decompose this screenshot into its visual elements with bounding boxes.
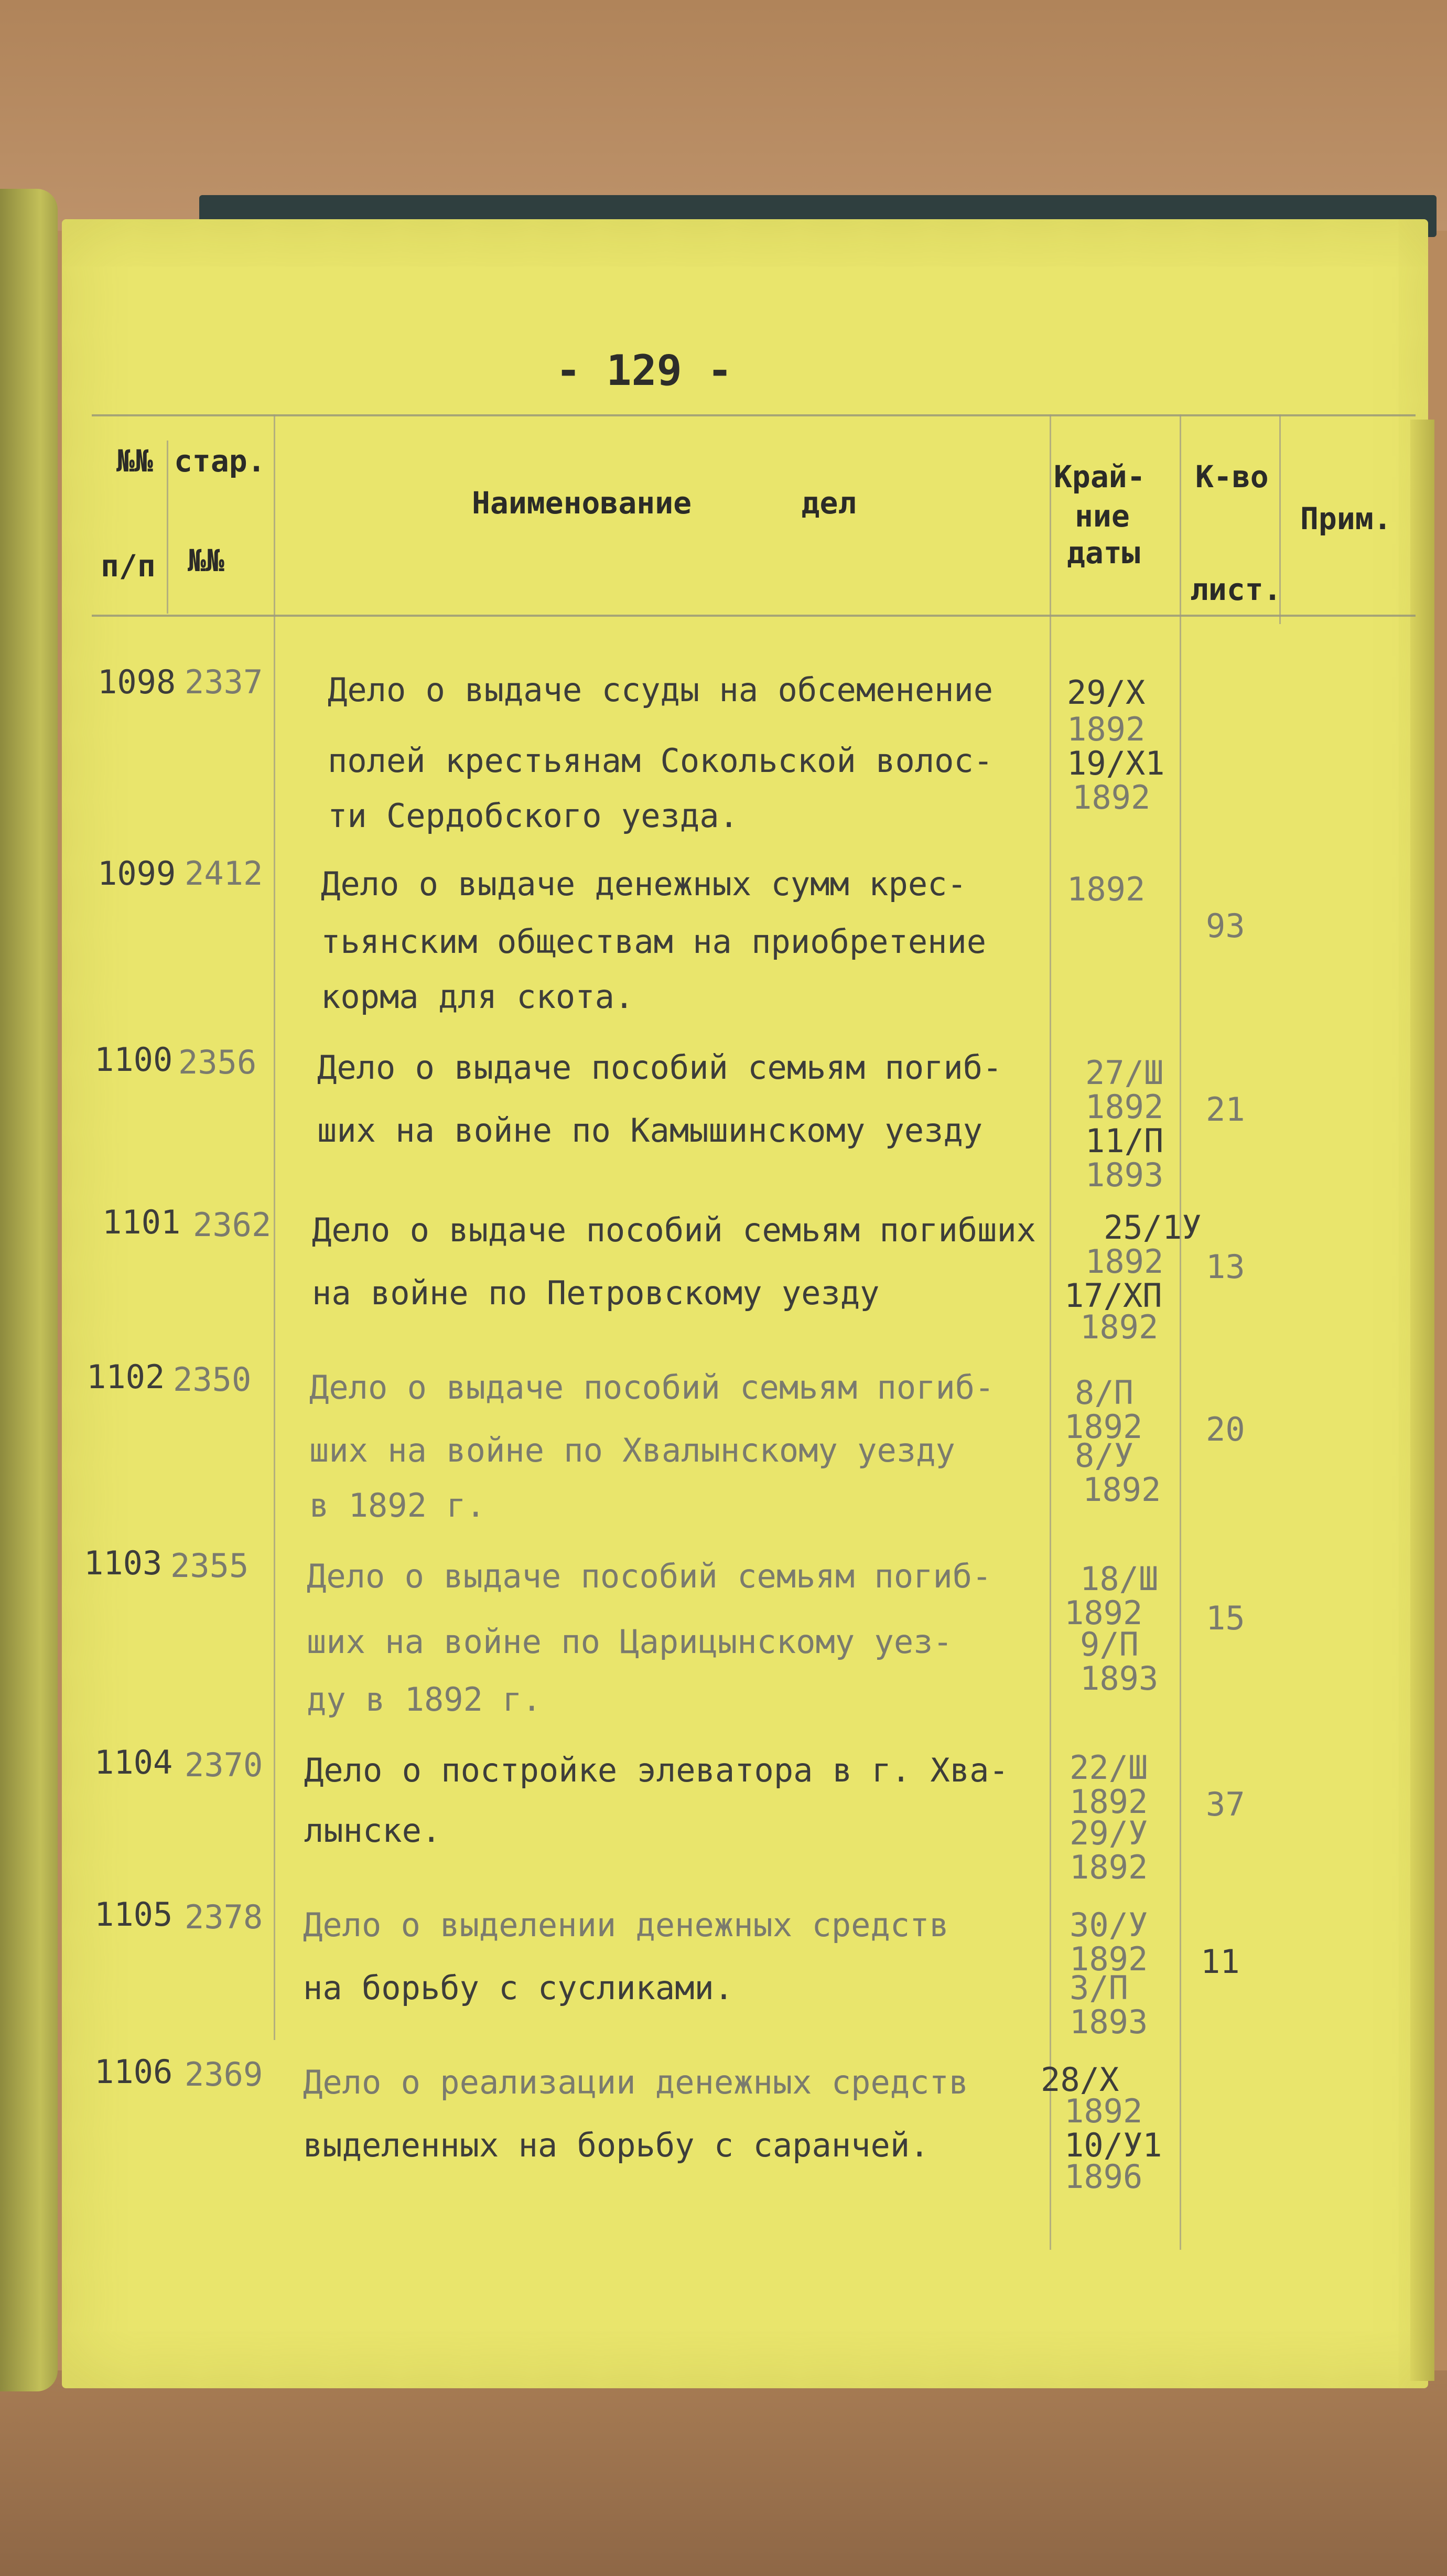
row-sheets: 15 bbox=[1206, 1599, 1245, 1637]
row-date: 1892 bbox=[1072, 778, 1151, 817]
row-old-number: 2378 bbox=[185, 1898, 263, 1936]
row-date: 27/Ш bbox=[1085, 1054, 1164, 1092]
desk-foreground bbox=[0, 2370, 1447, 2576]
row-date: 1892 bbox=[1070, 1940, 1148, 1978]
header-name: Наименование дел bbox=[472, 485, 857, 521]
row-title-line: корма для скота. bbox=[321, 978, 634, 1016]
row-title-line: Дело о выдаче денежных сумм крес- bbox=[321, 865, 967, 903]
row-sheets: 21 bbox=[1206, 1090, 1245, 1129]
row-date: 1896 bbox=[1064, 2158, 1143, 2196]
row-number: 1099 bbox=[98, 854, 176, 893]
row-number: 1106 bbox=[94, 2053, 173, 2091]
row-title-line: лынске. bbox=[304, 1811, 441, 1850]
row-old-number: 2412 bbox=[185, 854, 263, 893]
row-sheets: 13 bbox=[1206, 1248, 1245, 1286]
row-title-line: в 1892 г. bbox=[309, 1486, 485, 1525]
row-old-number: 2362 bbox=[193, 1206, 272, 1244]
row-date: 1892 bbox=[1070, 1783, 1148, 1821]
row-sheets: 37 bbox=[1206, 1785, 1245, 1823]
row-title-line: полей крестьянам Сокольской волос- bbox=[328, 742, 994, 780]
header-number-top: №№ bbox=[116, 443, 153, 479]
header-old-bottom: №№ bbox=[188, 543, 224, 578]
row-old-number: 2337 bbox=[185, 663, 263, 701]
header-dates-line2: ние bbox=[1075, 498, 1130, 534]
row-date: 1892 bbox=[1085, 1088, 1164, 1126]
row-date: 1892 bbox=[1064, 1408, 1143, 1446]
row-date: 11/П bbox=[1085, 1122, 1164, 1160]
row-title-line: Дело о выдаче пособий семьям погиб- bbox=[317, 1048, 1002, 1087]
header-old-top: стар. bbox=[174, 443, 266, 479]
column-rule-dates-right bbox=[1180, 414, 1181, 2250]
header-bottom-rule bbox=[92, 615, 1416, 617]
adjacent-page-edge bbox=[0, 189, 58, 2391]
row-title-line: ших на войне по Царицынскому уез- bbox=[307, 1623, 953, 1661]
header-number-bottom: п/п bbox=[101, 548, 156, 584]
row-title-line: Дело о реализации денежных средств bbox=[303, 2063, 969, 2101]
row-date: 1893 bbox=[1070, 2003, 1148, 2041]
header-dates-line1: Край- bbox=[1054, 459, 1146, 495]
row-old-number: 2355 bbox=[170, 1547, 249, 1585]
row-title-line: ших на войне по Камышинскому уезду bbox=[317, 1111, 983, 1150]
row-title-line: Дело о выдаче пособий семьям погиб- bbox=[307, 1557, 992, 1595]
row-title-line: на войне по Петровскому уезду bbox=[312, 1274, 880, 1312]
row-date: 10/У1 bbox=[1064, 2126, 1162, 2164]
row-title-line: ти Сердобского уезда. bbox=[328, 797, 739, 835]
row-title-line: Дело о выделении денежных средств bbox=[303, 1906, 949, 1944]
header-top-rule bbox=[92, 414, 1416, 416]
row-date: 1892 bbox=[1067, 710, 1146, 748]
page-number: - 129 - bbox=[556, 346, 733, 395]
row-title-line: Дело о выдаче пособий семьям погибших bbox=[312, 1211, 1036, 1249]
row-date: 1892 bbox=[1064, 1594, 1143, 1632]
row-date: 1893 bbox=[1085, 1156, 1164, 1194]
row-date: 1892 bbox=[1083, 1471, 1161, 1509]
row-date: 22/Ш bbox=[1070, 1748, 1148, 1787]
row-title-line: Дело о выдаче ссуды на обсеменение bbox=[328, 671, 994, 709]
row-date: 29/У bbox=[1070, 1814, 1148, 1852]
header-notes: Прим. bbox=[1300, 501, 1392, 536]
row-number: 1105 bbox=[94, 1895, 173, 1934]
row-number: 1101 bbox=[102, 1203, 181, 1241]
row-date: 17/ХП bbox=[1064, 1276, 1162, 1315]
row-date: 1892 bbox=[1085, 1242, 1164, 1281]
row-number: 1104 bbox=[94, 1743, 173, 1781]
row-title-line: выделенных на борьбу с саранчей. bbox=[303, 2126, 930, 2164]
row-sheets: 11 bbox=[1201, 1942, 1240, 1981]
row-date: 8/У bbox=[1075, 1436, 1133, 1475]
row-old-number: 2356 bbox=[178, 1043, 257, 1081]
row-date: 1892 bbox=[1080, 1308, 1159, 1346]
row-date: 1892 bbox=[1064, 2092, 1143, 2130]
header-dates-line3: даты bbox=[1067, 535, 1140, 571]
row-old-number: 2370 bbox=[185, 1746, 263, 1784]
row-old-number: 2350 bbox=[173, 1360, 252, 1399]
row-date: 1892 bbox=[1067, 870, 1146, 908]
row-number: 1100 bbox=[94, 1040, 173, 1079]
row-title-line: ду в 1892 г. bbox=[307, 1680, 542, 1719]
column-rule-dates-left bbox=[1050, 414, 1051, 2250]
row-title-line: на борьбу с сусликами. bbox=[303, 1969, 734, 2007]
page-stack-edge bbox=[1410, 420, 1434, 2381]
row-sheets: 93 bbox=[1206, 907, 1245, 945]
column-rule-old-number bbox=[274, 414, 275, 2040]
row-old-number: 2369 bbox=[185, 2055, 263, 2094]
row-title-line: тьянским обществам на приобретение bbox=[321, 922, 987, 961]
row-date: 19/Х1 bbox=[1067, 744, 1165, 782]
row-title-line: ших на войне по Хвалынскому уезду bbox=[309, 1431, 955, 1469]
row-title-line: Дело о выдаче пособий семьям погиб- bbox=[309, 1368, 995, 1407]
row-date: 25/1У bbox=[1104, 1208, 1202, 1247]
row-date: 1892 bbox=[1070, 1848, 1148, 1886]
row-sheets: 20 bbox=[1206, 1410, 1245, 1448]
header-sheets-top: К-во bbox=[1195, 459, 1269, 495]
row-date: 18/Ш bbox=[1080, 1560, 1159, 1598]
row-number: 1098 bbox=[98, 663, 176, 701]
row-date: 3/П bbox=[1070, 1969, 1128, 2007]
row-number: 1102 bbox=[87, 1358, 165, 1396]
row-title-line: Дело о постройке элеватора в г. Хва- bbox=[304, 1751, 1009, 1789]
row-number: 1103 bbox=[84, 1544, 163, 1582]
row-date: 9/П bbox=[1080, 1625, 1139, 1663]
row-date: 30/У bbox=[1070, 1906, 1148, 1944]
row-date: 29/Х bbox=[1067, 673, 1146, 712]
header-sheets-bottom: лист. bbox=[1190, 572, 1282, 607]
row-date: 8/П bbox=[1075, 1373, 1133, 1412]
row-date: 1893 bbox=[1080, 1659, 1159, 1698]
row-date: 28/Х bbox=[1041, 2060, 1119, 2099]
column-rule-number bbox=[167, 441, 168, 614]
